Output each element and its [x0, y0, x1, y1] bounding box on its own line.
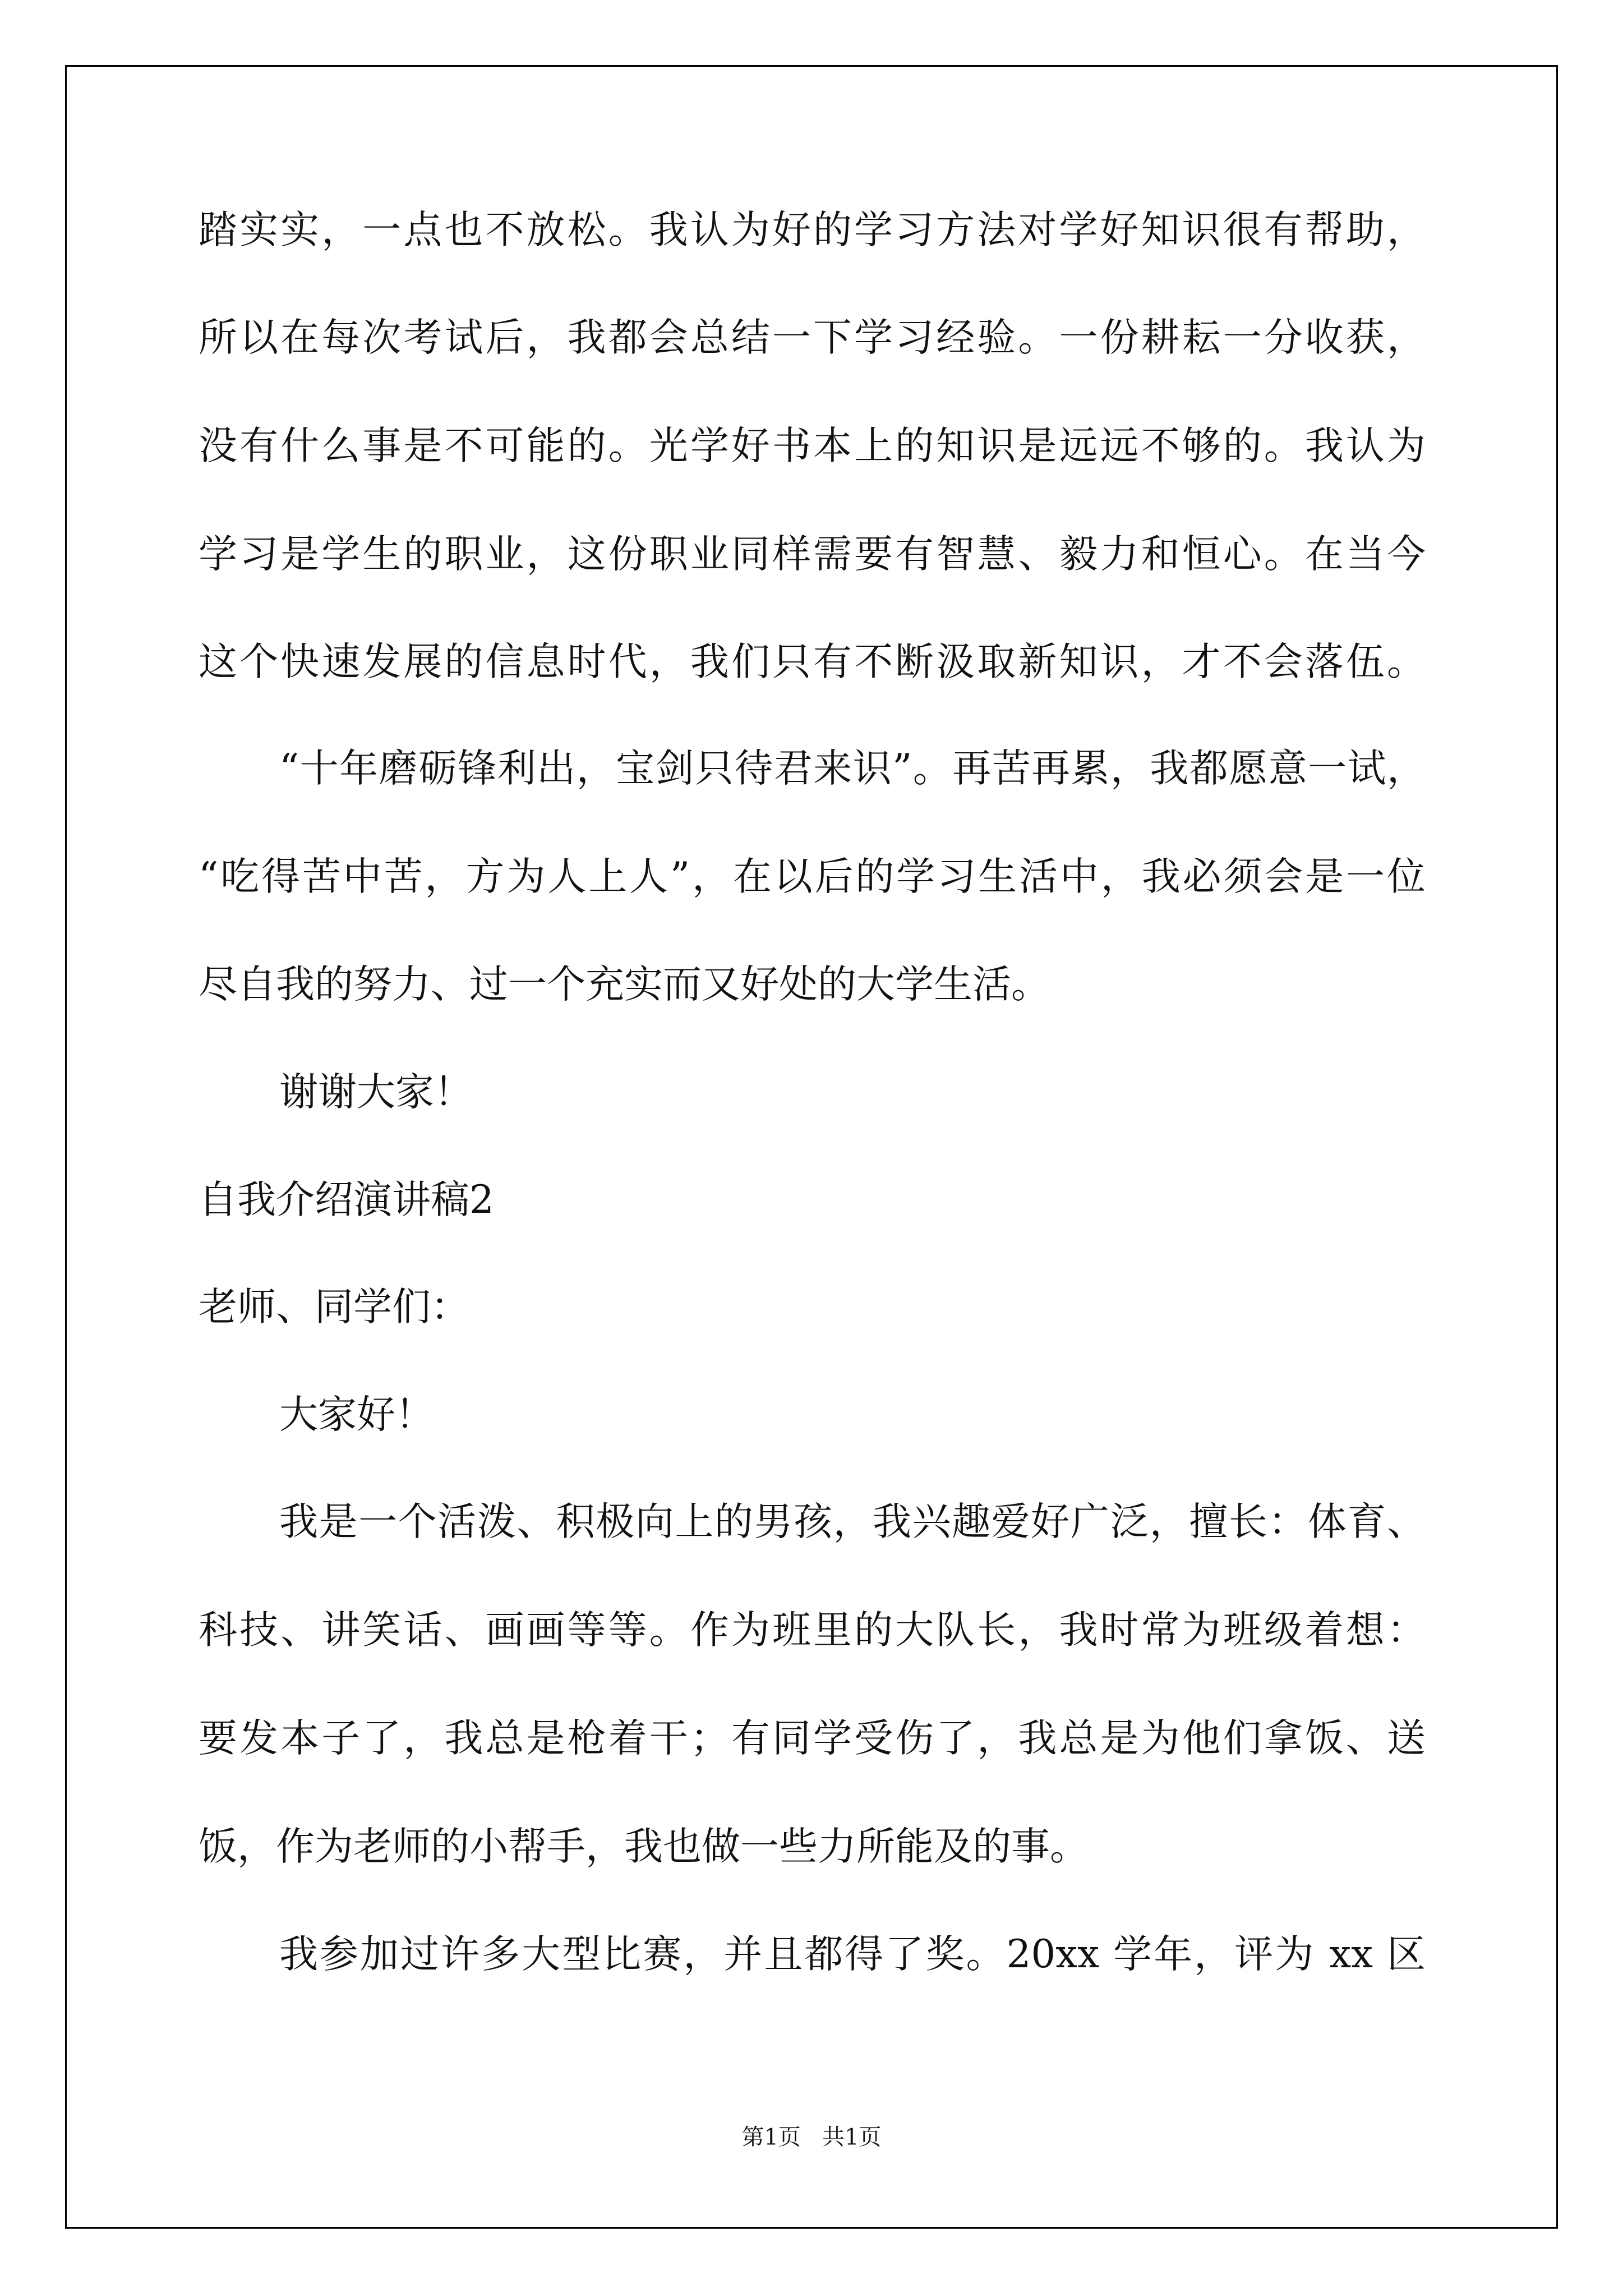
paragraph-2-line-2: “吃得苦中苦，方为人上人”，在以后的学习生活中，我必须会是一位: [199, 854, 1426, 899]
paragraph-1-line-2: 所以在每次考试后，我都会总结一下学习经验。一份耕耘一分收获，: [199, 315, 1426, 360]
paragraph-2-line-3: 尽自我的努力、过一个充实而又好处的大学生活。: [199, 962, 1050, 1007]
paragraph-2-line-1: “十年磨砺锋利出，宝剑只待君来识”。再苦再累，我都愿意一试，: [279, 746, 1426, 791]
paragraph-4-line-1: 我参加过许多大型比赛，并且都得了奖。20xx 学年，评为 xx 区: [279, 1932, 1426, 1977]
paragraph-3-line-3: 要发本子了，我总是枪着干；有同学受伤了，我总是为他们拿饭、送: [199, 1716, 1426, 1761]
paragraph-3-line-2: 科技、讲笑话、画画等等。作为班里的大队长，我时常为班级着想：: [199, 1608, 1426, 1653]
paragraph-3-line-4: 饭，作为老师的小帮手，我也做一些力所能及的事。: [199, 1824, 1089, 1869]
page-border: [65, 65, 1558, 2229]
paragraph-1-line-4: 学习是学生的职业，这份职业同样需要有智慧、毅力和恒心。在当今: [199, 532, 1426, 577]
paragraph-1-line-1: 踏实实，一点也不放松。我认为好的学习方法对学好知识很有帮助，: [199, 208, 1426, 252]
section-title: 自我介绍演讲稿2: [199, 1177, 494, 1222]
greeting: 大家好！: [279, 1392, 434, 1437]
paragraph-1-line-3: 没有什么事是不可能的。光学好书本上的知识是远远不够的。我认为: [199, 424, 1426, 468]
page-footer: 第1页 共1页: [741, 2124, 882, 2150]
salutation: 老师、同学们：: [199, 1285, 469, 1329]
thanks-line: 谢谢大家！: [279, 1070, 473, 1115]
paragraph-1-line-5: 这个快速发展的信息时代，我们只有不断汲取新知识，才不会落伍。: [199, 639, 1426, 684]
paragraph-3-line-1: 我是一个活泼、积极向上的男孩，我兴趣爱好广泛，擅长：体育、: [279, 1499, 1426, 1544]
